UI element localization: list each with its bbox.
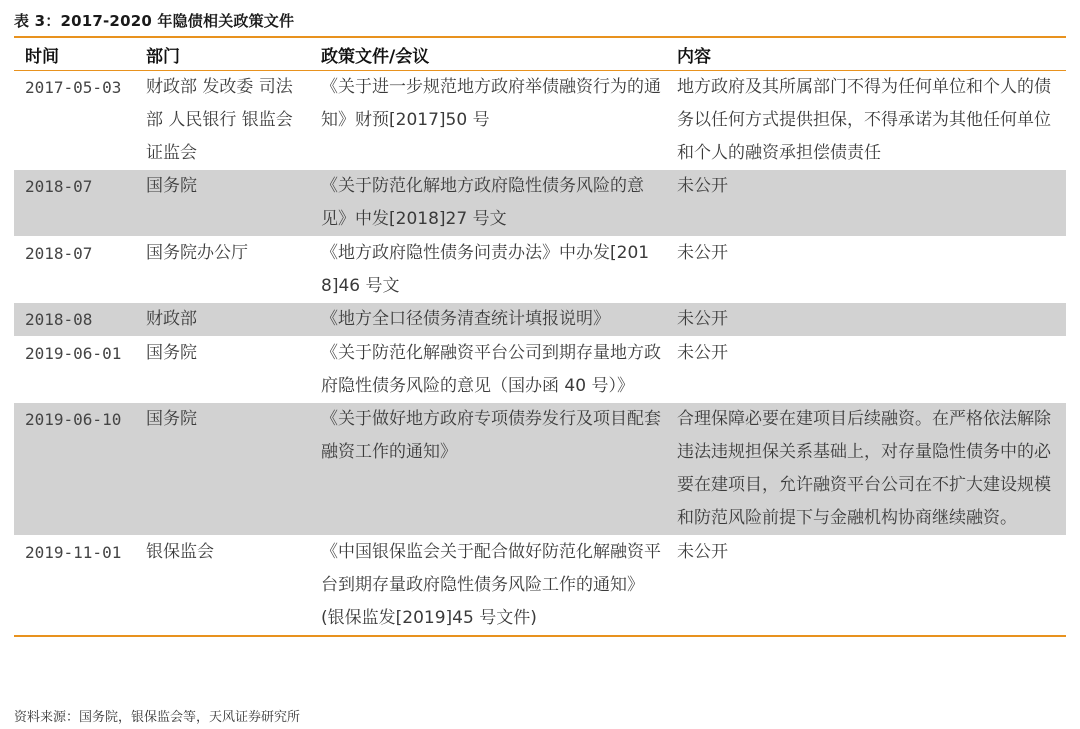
cell-time: 2018-07: [14, 170, 135, 237]
cell-dept: 国务院: [135, 403, 310, 536]
cell-dept: 国务院办公厅: [135, 237, 310, 304]
cell-doc: 《地方全口径债务清查统计填报说明》: [310, 303, 666, 337]
cell-dept: 财政部 发改委 司法部 人民银行 银监会 证监会: [146, 77, 293, 163]
source-note: 资料来源：国务院，银保监会等，天风证券研究所: [14, 710, 301, 725]
cell-dept: 国务院: [135, 170, 310, 237]
table-row: [14, 403, 1066, 536]
cell-content: 未公开: [666, 303, 1066, 337]
cell-time: 2019-06-01: [14, 337, 135, 404]
cell-content: 合理保障必要在建项目后续融资。在严格依法解除违法违规担保关系基础上，对存量隐性债务中的必要在建项目，允许融资平台公司在不扩大建设规模和防范风险前提下与金融机构协商继续融资。: [666, 403, 1066, 536]
cell-content: 地方政府及其所属部门不得为任何单位和个人的债务以任何方式提供担保，不得承诺为其他任何单位和个人的融资承担偿债责任: [677, 77, 1051, 163]
cell-doc: 《中国银保监会关于配合做好防范化解融资平台到期存量政府隐性债务风险工作的通知》(银保监发[2019]45 号文件): [310, 536, 666, 636]
table-row: [14, 71, 1066, 171]
cell-doc: 《关于做好地方政府专项债券发行及项目配套融资工作的通知》: [310, 403, 666, 536]
table-header-row: [14, 38, 1066, 71]
cell-content: 未公开: [666, 237, 1066, 304]
cell-time: 2018-07: [14, 237, 135, 304]
cell-dept: 银保监会: [135, 536, 310, 636]
cell-doc: 《关于进一步规范地方政府举债融资行为的通知》财预[2017]50 号: [321, 77, 661, 130]
cell-doc: 《关于防范化解融资平台公司到期存量地方政府隐性债务风险的意见（国办函 40 号）》: [310, 337, 666, 404]
policy-table-grid: [14, 38, 1066, 635]
cell-time: 2017-05-03: [25, 78, 122, 97]
cell-dept: 国务院: [135, 337, 310, 404]
table-row: [14, 303, 1066, 337]
cell-content: 未公开: [666, 170, 1066, 237]
table-row: [14, 237, 1066, 304]
header-dept: 部门: [135, 38, 310, 71]
cell-doc: 《地方政府隐性债务问责办法》中办发[2018]46 号文: [310, 237, 666, 304]
cell-time: 2018-08: [14, 303, 135, 337]
table-row: [14, 536, 1066, 636]
table-title: 表 3：2017-2020 年隐债相关政策文件: [14, 12, 295, 30]
cell-content: 未公开: [666, 337, 1066, 404]
cell-time: 2019-06-10: [14, 403, 135, 536]
header-content: 内容: [666, 38, 1066, 71]
header-doc: 政策文件/会议: [310, 38, 666, 71]
table-row: [14, 170, 1066, 237]
header-time: 时间: [14, 38, 135, 71]
cell-dept: 财政部: [135, 303, 310, 337]
policy-table: [14, 36, 1066, 637]
cell-doc: 《关于防范化解地方政府隐性债务风险的意见》中发[2018]27 号文: [310, 170, 666, 237]
cell-content: 未公开: [666, 536, 1066, 636]
table-row: [14, 337, 1066, 404]
cell-time: 2019-11-01: [14, 536, 135, 636]
